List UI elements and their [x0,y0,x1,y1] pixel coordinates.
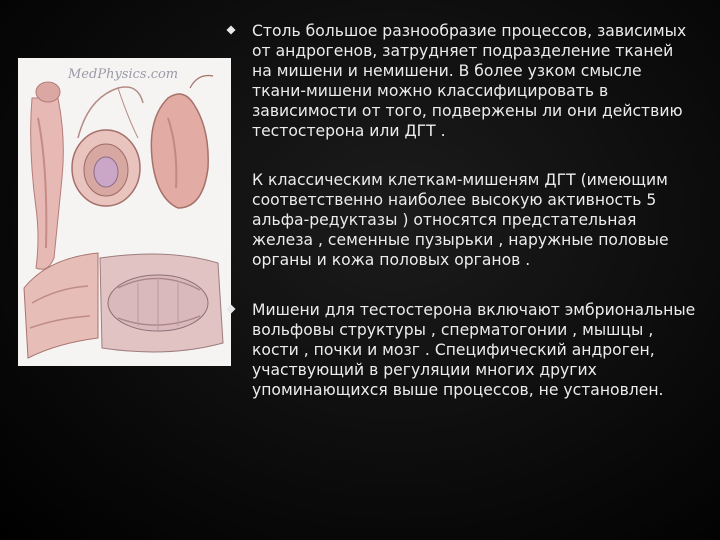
bullet-marker-icon [227,305,235,313]
bullet-marker-icon [227,26,235,34]
bullet-item-2 [226,171,696,271]
bullet-text-3: Мишени для тестостерона включают эмбриональные вольфовы структуры , сперматогонии , мышцы , кости , почки и мозг . Специфический андроген, участвующий в регуляции многих других упоминающихся выше процессов, не установлен. [252,300,696,399]
bullet-text-2: К классическим клеткам-мишеням ДГТ (имеющим соответственно наиболее высокую активность 5 альфа-редуктазы ) относятся предстательная железа , семенные пузырьки , наружные половые органы и кожа половых органов . [252,171,669,270]
bullet-list [226,22,696,401]
bullet-item-3 [226,301,696,401]
anatomy-drawing [18,58,231,366]
bullet-marker-icon [227,175,235,183]
watermark-text: MedPhysics.com [68,67,179,82]
anatomy-illustration [18,58,231,366]
bullet-text-1: Столь большое разнообразие процессов, зависимых от андрогенов, затрудняет подразделение тканей на мишени и немишени. В более узком смысле ткани-мишени можно классифицировать в зависимости от того, подвержены ли они действию тестостерона или ДГТ . [252,22,687,140]
bullet-item-1 [226,22,696,141]
